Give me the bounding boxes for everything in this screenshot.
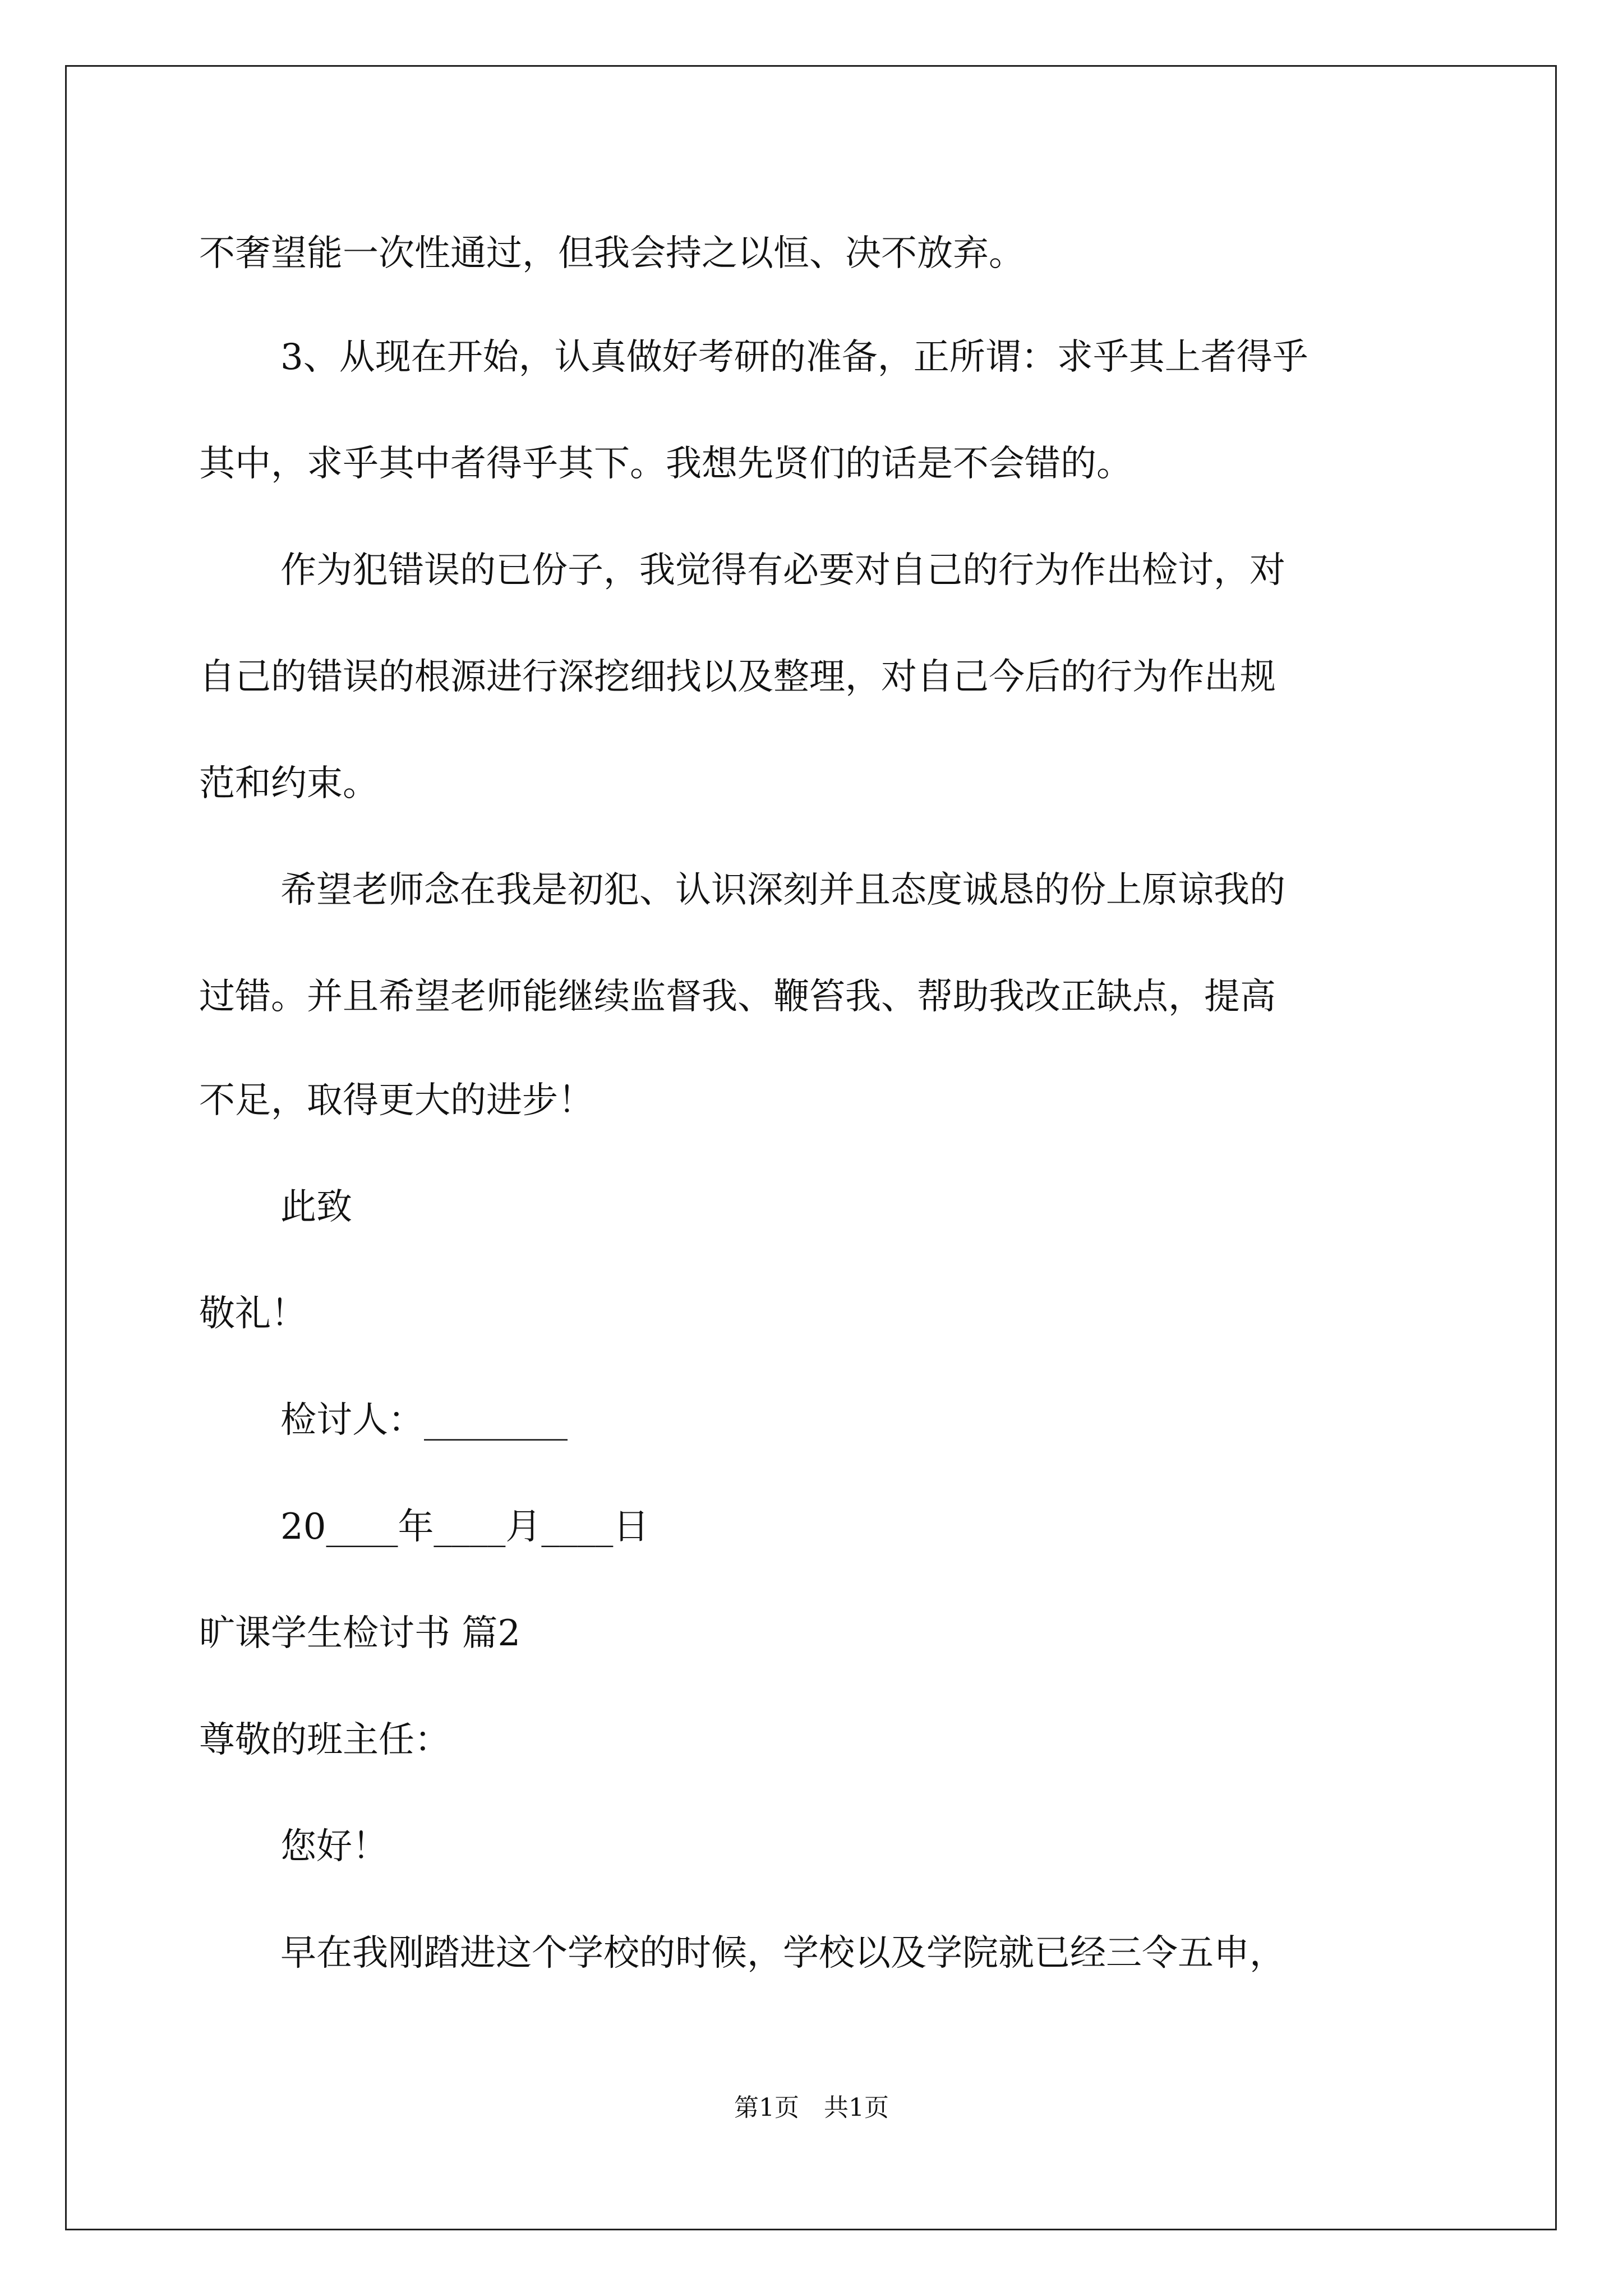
page-border	[65, 65, 1557, 2230]
paragraph-line: 过错。并且希望老师能继续监督我、鞭笞我、帮助我改正缺点，提高	[199, 976, 1276, 1018]
closing-salutation: 此致	[280, 1186, 352, 1228]
letter-greeting: 尊敬的班主任：	[199, 1719, 450, 1761]
paragraph-line: 3、从现在开始，认真做好考研的准备，正所谓：求乎其上者得乎	[280, 337, 1308, 378]
paragraph-line: 范和约束。	[199, 763, 379, 804]
paragraph-line: 其中，求乎其中者得乎其下。我想先贤们的话是不会错的。	[199, 443, 1132, 485]
paragraph-line: 自己的错误的根源进行深挖细找以及整理，对自己今后的行为作出规	[199, 656, 1276, 698]
paragraph-line: 作为犯错误的已份子，我觉得有必要对自己的行为作出检讨，对	[280, 550, 1285, 591]
paragraph-line: 不足，取得更大的进步！	[199, 1080, 594, 1121]
section-heading: 旷课学生检讨书 篇2	[199, 1613, 521, 1654]
closing-respect: 敬礼！	[199, 1293, 307, 1335]
paragraph-line: 希望老师念在我是初犯、认识深刻并且态度诚恳的份上原谅我的	[280, 869, 1285, 911]
date-line: 20____年____月____日	[280, 1506, 649, 1548]
page-number-footer: 第1页 共1页	[734, 2093, 889, 2122]
signature-line: 检讨人：________	[280, 1400, 568, 1441]
paragraph-line: 早在我刚踏进这个学校的时候，学校以及学院就已经三令五申，	[280, 1932, 1285, 1974]
letter-hello: 您好！	[280, 1826, 388, 1867]
paragraph-line: 不奢望能一次性通过，但我会持之以恒、决不放弃。	[199, 233, 1025, 274]
